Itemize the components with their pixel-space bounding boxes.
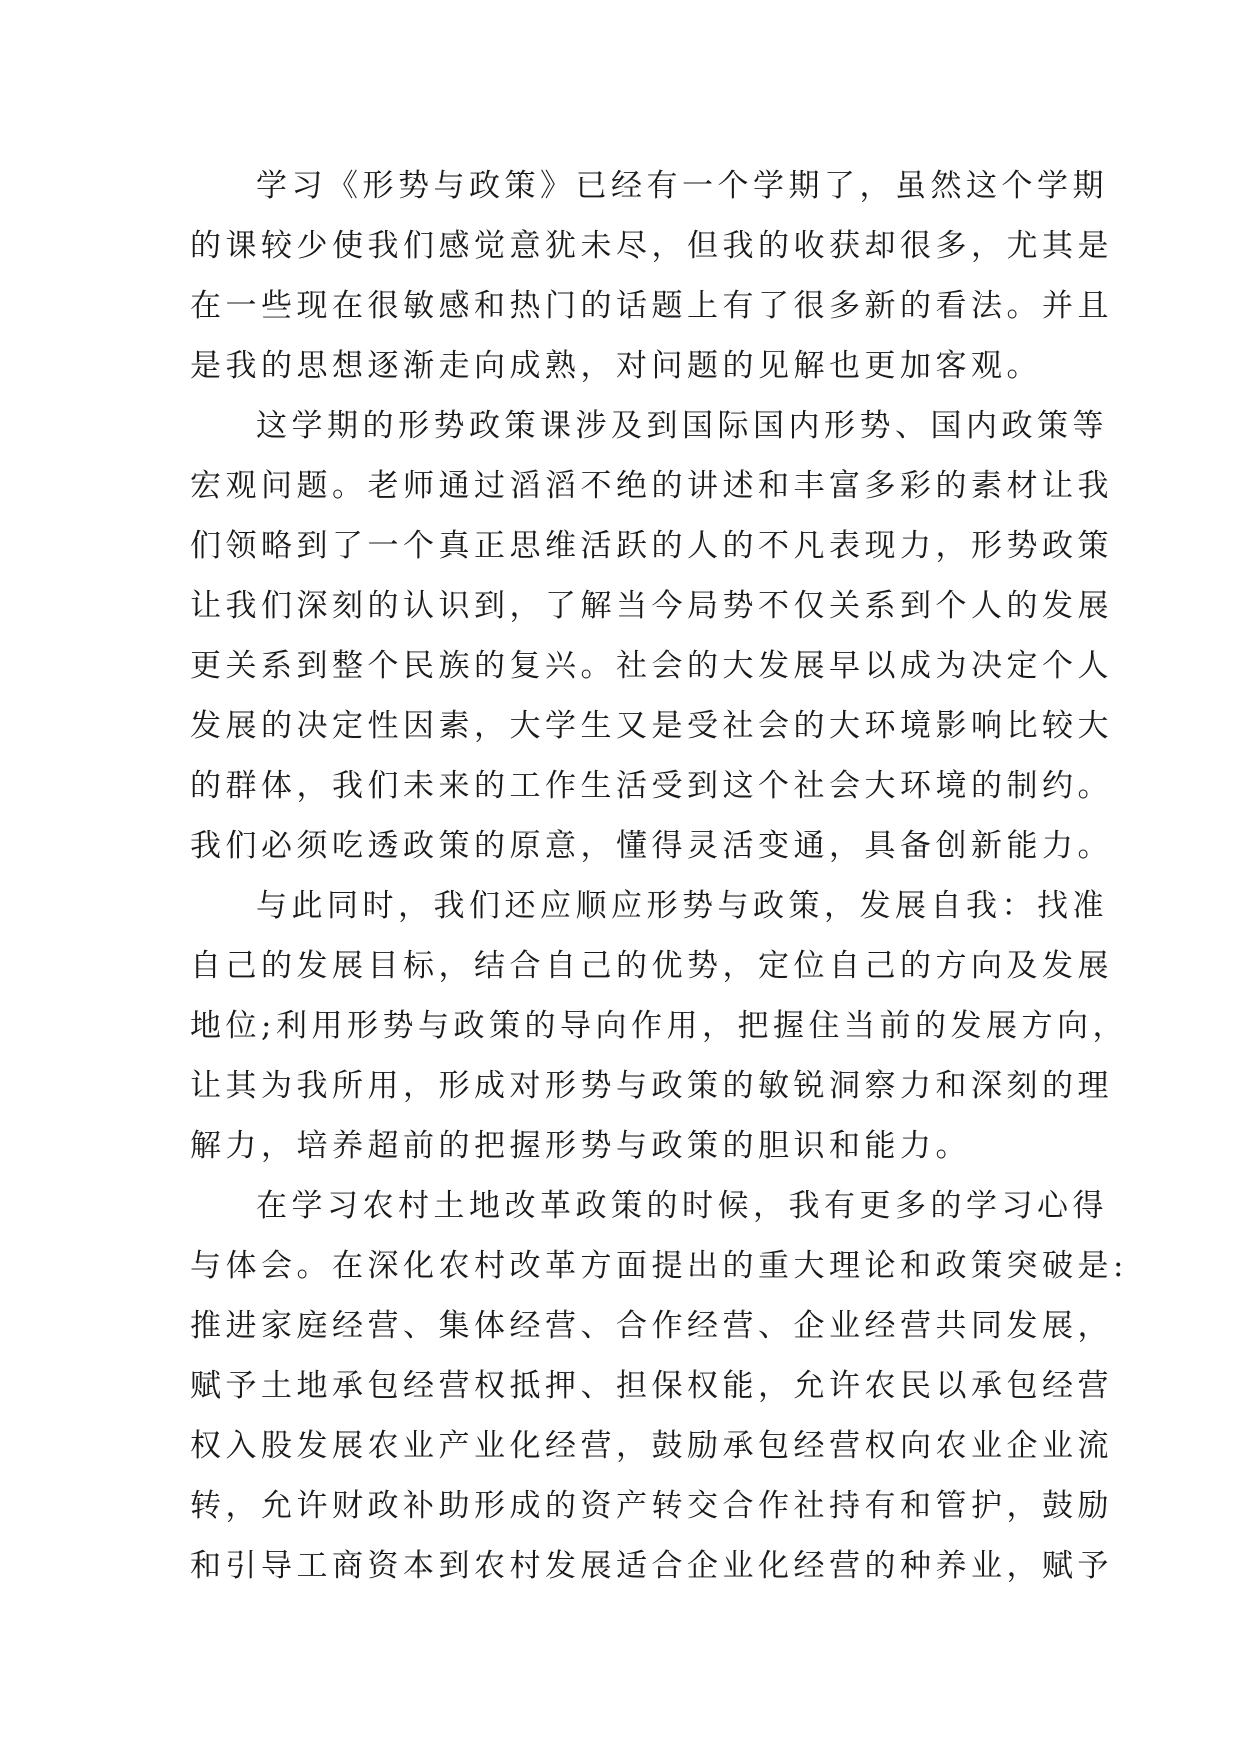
paragraph-1 [190,156,1113,396]
paragraph-line: 在一些现在很敏感和热门的话题上有了很多新的看法。并且 [190,288,1113,324]
paragraph-line: 的课较少使我们感觉意犹未尽，但我的收获却很多，尤其是 [190,228,1113,264]
paragraph-line: 发展的决定性因素，大学生又是受社会的大环境影响比较大 [190,708,1113,744]
paragraph-line: 让我们深刻的认识到，了解当今局势不仅关系到个人的发展 [190,588,1113,624]
paragraph-line: 们领略到了一个真正思维活跃的人的不凡表现力，形势政策 [190,528,1113,564]
paragraph-line: 赋予土地承包经营权抵押、担保权能，允许农民以承包经营 [190,1368,1113,1404]
paragraph-line: 地位;利用形势与政策的导向作用，把握住当前的发展方向， [190,1008,1128,1044]
paragraph-3 [190,876,1128,1176]
paragraph-line: 解力，培养超前的把握形势与政策的胆识和能力。 [190,1128,971,1164]
paragraph-2 [190,396,1113,876]
paragraph-line: 在学习农村土地改革政策的时候，我有更多的学习心得 [256,1188,1108,1224]
paragraph-line: 这学期的形势政策课涉及到国际国内形势、国内政策等 [256,408,1108,444]
paragraph-line: 和引导工商资本到农村发展适合企业化经营的种养业，赋予 [190,1548,1113,1584]
paragraph-line: 是我的思想逐渐走向成熟，对问题的见解也更加客观。 [190,348,1042,384]
paragraph-line: 的群体，我们未来的工作生活受到这个社会大环境的制约。 [190,768,1113,804]
paragraph-line: 推进家庭经营、集体经营、合作经营、企业经营共同发展， [190,1308,1113,1344]
paragraph-line: 转，允许财政补助形成的资产转交合作社持有和管护，鼓励 [190,1488,1113,1524]
paragraph-line: 与此同时，我们还应顺应形势与政策，发展自我：找准 [256,888,1108,924]
paragraph-line: 自己的发展目标，结合自己的优势，定位自己的方向及发展 [190,948,1113,984]
paragraph-line: 让其为我所用，形成对形势与政策的敏锐洞察力和深刻的理 [190,1068,1113,1104]
paragraph-line: 学习《形势与政策》已经有一个学期了，虽然这个学期 [256,168,1108,204]
document-body [190,156,1128,1596]
paragraph-line: 我们必须吃透政策的原意，懂得灵活变通，具备创新能力。 [190,828,1113,864]
paragraph-line: 宏观问题。老师通过滔滔不绝的讲述和丰富多彩的素材让我 [190,468,1113,504]
paragraph-line: 权入股发展农业产业化经营，鼓励承包经营权向农业企业流 [190,1428,1113,1464]
paragraph-line: 更关系到整个民族的复兴。社会的大发展早以成为决定个人 [190,648,1113,684]
paragraph-line: 与体会。在深化农村改革方面提出的重大理论和政策突破是: [190,1248,1128,1284]
paragraph-4 [190,1176,1128,1596]
